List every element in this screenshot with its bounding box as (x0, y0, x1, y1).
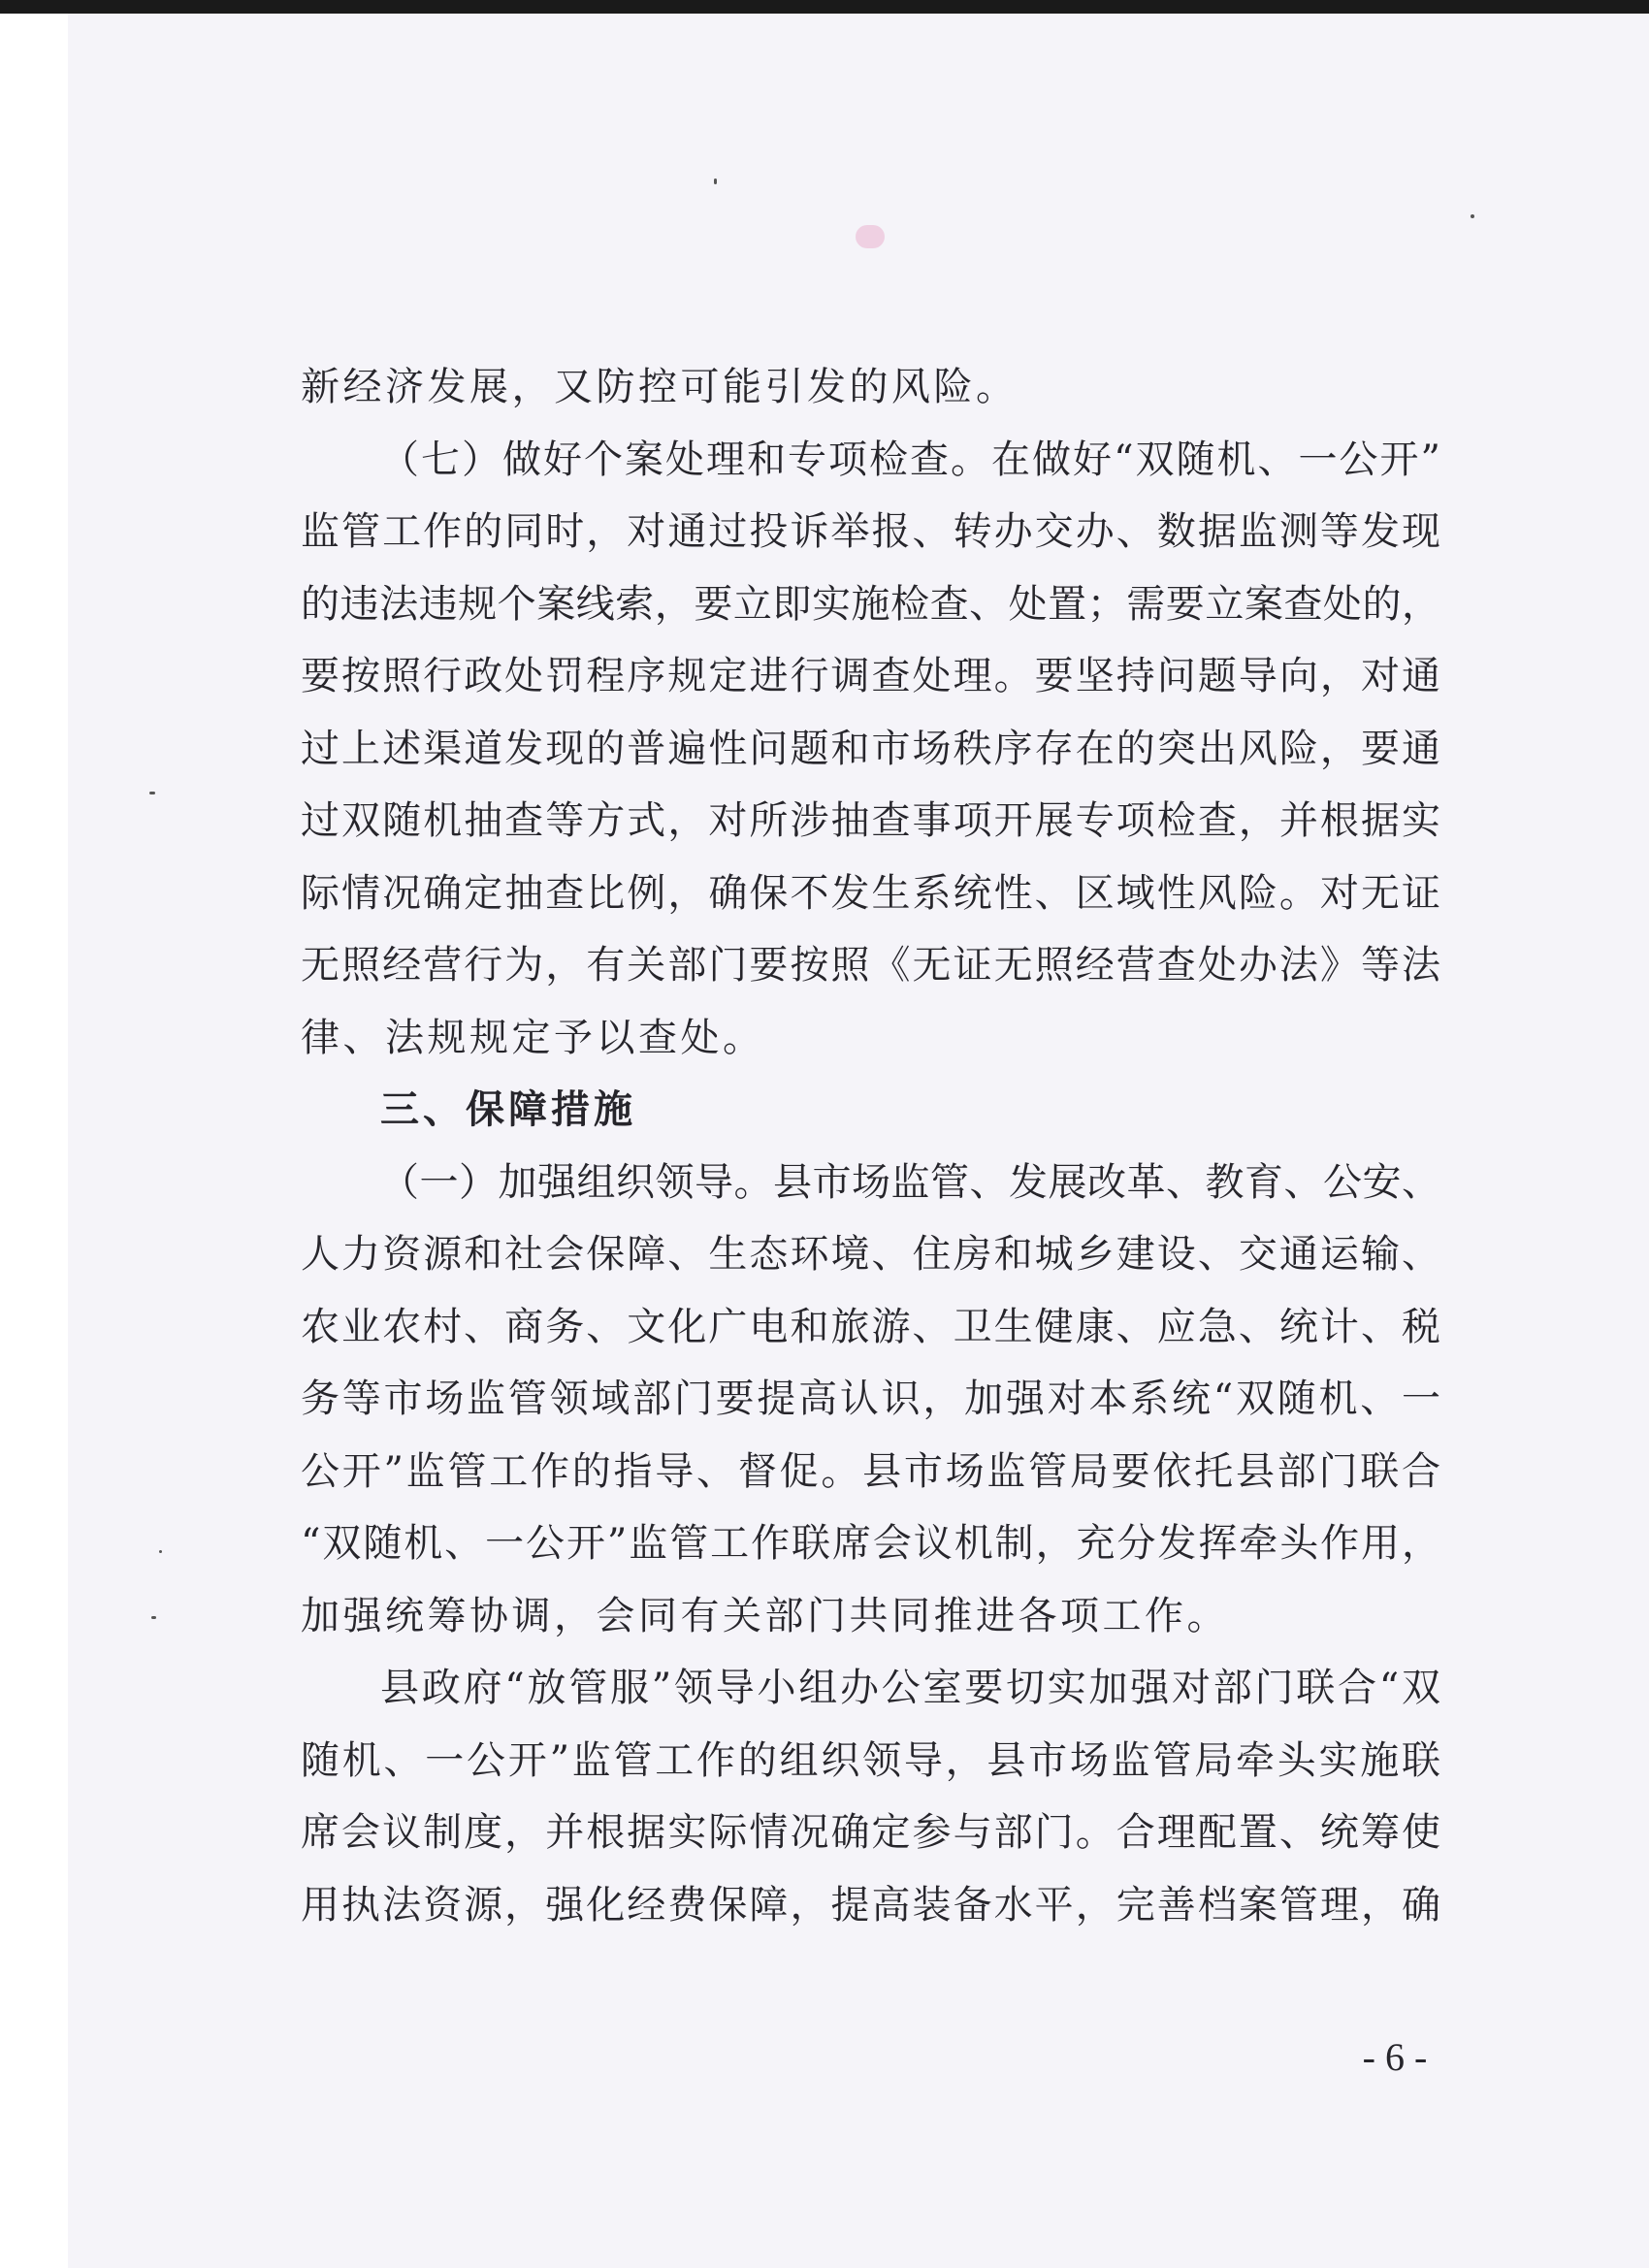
text-line: （七）做好个案处理和专项检查。在做好“双随机、一公开” (380, 437, 1440, 482)
scan-left-margin (0, 14, 68, 2268)
page-number: - 6 - (1362, 2035, 1428, 2079)
text-line: 人力资源和社会保障、生态环境、住房和城乡建设、交通运输、 (301, 1232, 1440, 1277)
section-heading: 三、保障措施 (380, 1087, 636, 1132)
text-line: （一）加强组织领导。县市场监管、发展改革、教育、公安、 (380, 1159, 1440, 1205)
text-line: 务等市场监管领域部门要提高认识，加强对本系统“双随机、一 (301, 1377, 1440, 1421)
dust-speck (159, 1550, 162, 1553)
text-line: 无照经营行为，有关部门要按照《无证无照经营查处办法》等法 (301, 943, 1440, 988)
text-line: 县政府“放管服”领导小组办公室要切实加强对部门联合“双 (380, 1666, 1440, 1710)
text-line: 席会议制度，并根据实际情况确定参与部门。合理配置、统筹使 (301, 1810, 1440, 1855)
text-line: 随机、一公开”监管工作的组织领导，县市场监管局牵头实施联 (301, 1737, 1440, 1783)
dust-speck (151, 1616, 156, 1619)
text-line: 公开”监管工作的指导、督促。县市场监管局要依托县部门联合 (301, 1448, 1440, 1494)
text-line: 过上述渠道发现的普遍性问题和市场秩序存在的突出风险，要通 (301, 726, 1440, 771)
dust-speck (1471, 214, 1474, 218)
text-line: 律、法规规定予以查处。 (301, 1015, 765, 1060)
text-line: 过双随机抽查等方式，对所涉抽查事项开展专项检查，并根据实 (301, 798, 1440, 843)
text-line: 农业农村、商务、文化广电和旅游、卫生健康、应急、统计、税 (301, 1304, 1440, 1349)
text-line: 要按照行政处罚程序规定进行调查处理。要坚持问题导向，对通 (301, 654, 1440, 698)
text-line: “双随机、一公开”监管工作联席会议机制，充分发挥牵头作用， (301, 1521, 1440, 1566)
dust-speck (714, 178, 717, 184)
dust-speck (149, 792, 155, 794)
text-line: 加强统筹协调，会同有关部门共同推进各项工作。 (301, 1593, 1229, 1638)
ink-smudge (856, 225, 885, 248)
text-line: 际情况确定抽查比例，确保不发生系统性、区域性风险。对无证 (301, 870, 1440, 916)
text-line: 监管工作的同时，对通过投诉举报、转办交办、数据监测等发现 (301, 509, 1440, 554)
text-line: 新经济发展，又防控可能引发的风险。 (301, 365, 1018, 409)
document-body (301, 351, 1440, 1941)
text-line: 的违法违规个案线索，要立即实施检查、处置；需要立案查处的， (301, 581, 1440, 627)
text-line: 用执法资源，强化经费保障，提高装备水平，完善档案管理，确 (301, 1882, 1440, 1928)
scan-top-edge (0, 0, 1649, 14)
